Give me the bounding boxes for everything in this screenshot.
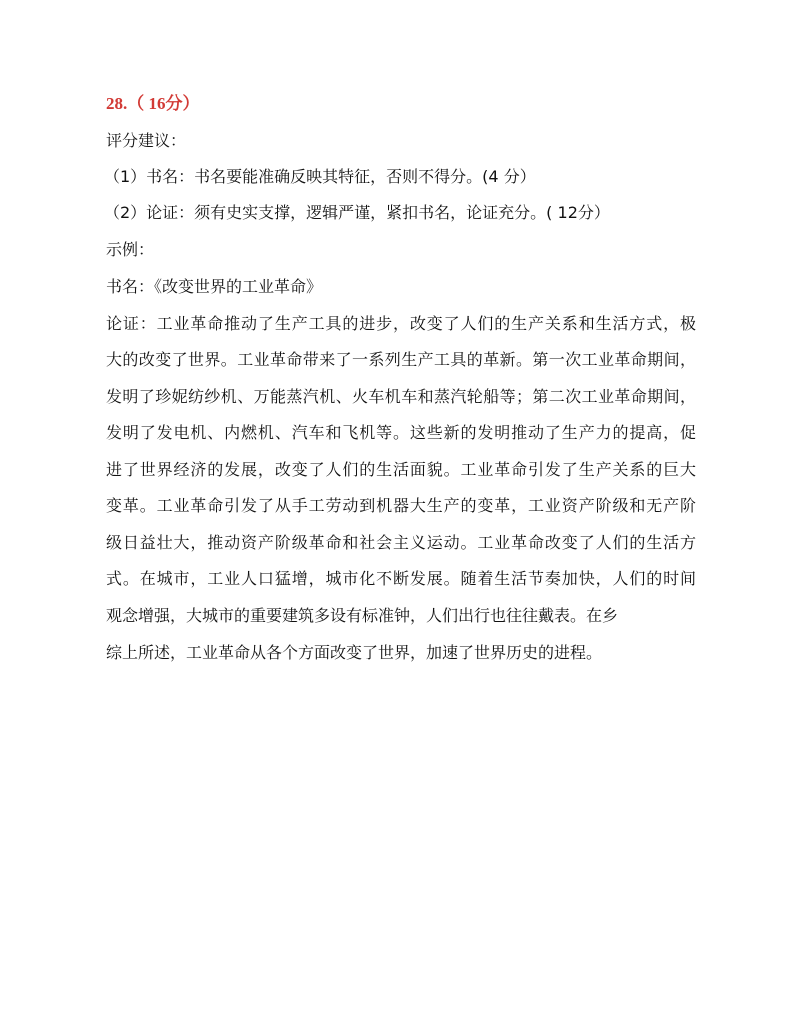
book-title-line: 书名：《改变世界的工业革命》 (106, 277, 323, 296)
section-label: 评分建议： (106, 131, 187, 150)
argument-line: 发明了发电机、内燃机、汽车和飞机等。这些新的发明推动了生产力的提高，促 (106, 423, 696, 442)
argument-line: 式。在城市，工业人口猛增，城市化不断发展。随着生活节奏加快，人们的时间 (106, 569, 696, 588)
example-label: 示例： (106, 240, 155, 259)
conclusion-line: 综上所述，工业革命从各个方面改变了世界，加速了世界历史的进程。 (106, 643, 603, 662)
argument-line: 观念增强，大城市的重要建筑多设有标准钟，人们出行也往往戴表。在乡 (106, 606, 619, 625)
criterion-2: （2）论证：须有史实支撑，逻辑严谨，紧扣书名，论证充分。( 12分） (104, 203, 610, 222)
question-title: 28.（ 16分） (106, 94, 200, 113)
argument-line: 论证：工业革命推动了生产工具的进步，改变了人们的生产关系和生活方式，极 (106, 314, 696, 333)
argument-line: 发明了珍妮纺纱机、万能蒸汽机、火车机车和蒸汽轮船等；第二次工业革命期间， (106, 387, 696, 406)
argument-line: 大的改变了世界。工业革命带来了一系列生产工具的革新。第一次工业革命期间， (106, 350, 696, 369)
argument-line: 进了世界经济的发展，改变了人们的生活面貌。工业革命引发了生产关系的巨大 (106, 460, 696, 479)
argument-line: 变革。工业革命引发了从手工劳动到机器大生产的变革，工业资产阶级和无产阶 (106, 496, 696, 515)
argument-line: 级日益壮大，推动资产阶级革命和社会主义运动。工业革命改变了人们的生活方 (106, 533, 696, 552)
criterion-1: （1）书名：书名要能准确反映其特征，否则不得分。(4 分） (104, 167, 536, 186)
